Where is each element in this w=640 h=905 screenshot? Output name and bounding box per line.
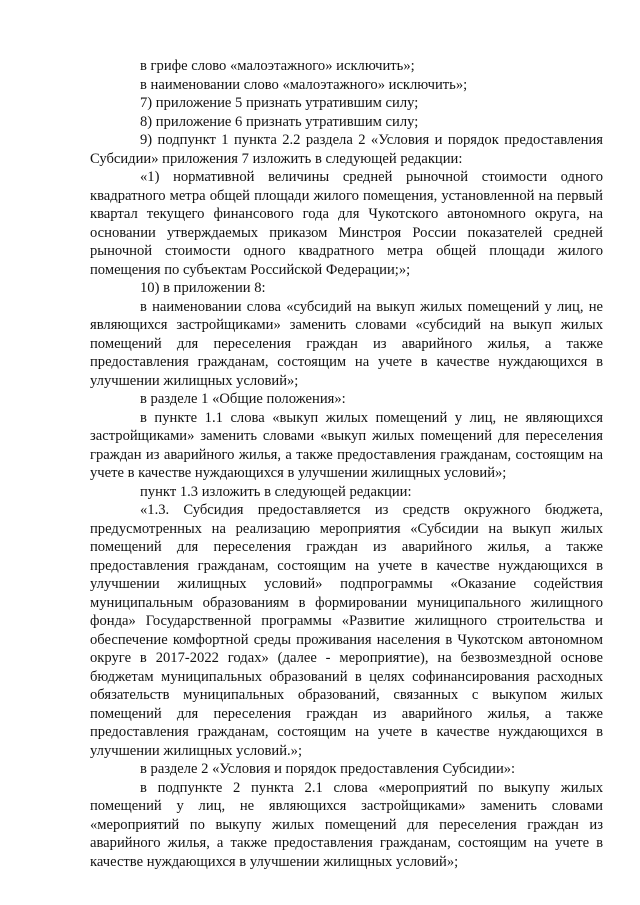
- paragraph-point-1-1: в пункте 1.1 слова «выкуп жилых помещений у лиц, не являющихся застройщиками» заменить словами «выкуп жилых помещений для переселения граждан из аварийного жилья, а также предоставления гражданам, состоящим на учете в качестве нуждающихся в улучшении жилищных условий»;: [90, 409, 603, 481]
- paragraph-section-1: в разделе 1 «Общие положения»:: [140, 391, 346, 407]
- paragraph-item-8: 8) приложение 6 признать утратившим силу;: [140, 113, 419, 130]
- paragraph-item-7: 7) приложение 5 признать утратившим силу;: [140, 95, 419, 111]
- paragraph-naimenovanie: в наименовании слово «малоэтажного» исключить»;: [140, 76, 468, 93]
- paragraph-section-2: в разделе 2 «Условия и порядок предоставления Субсидии»:: [140, 761, 516, 777]
- paragraph-item-9: 9) подпункт 1 пункта 2.2 раздела 2 «Условия и порядок предоставления Субсидии» приложения 7 изложить в следующей редакции:: [90, 132, 603, 167]
- paragraph-quote-normative: «1) нормативной величины средней рыночной стоимости одного квадратного метра общей площади жилого помещения, установленной на первый квартал текущего финансового года для Чукотского автономного округа, на основании утверждаемых приказом Минстроя России показателей средней рыночной стоимости одного квадратного метра общей площади жилого помещения по субъектам Российской Федерации;»;: [90, 169, 603, 278]
- paragraph-grif: в грифе слово «малоэтажного» исключить»;: [140, 58, 415, 74]
- paragraph-naimenovanie-subsidii: в наименовании слова «субсидий на выкуп жилых помещений у лиц, не являющихся застройщиками» заменить словами «субсидий на выкуп жилых помещений для переселения граждан из аварийного жилья, а также предоставления гражданам, состоящим на учете в качестве нуждающихся в улучшении жилищных условий»;: [90, 298, 603, 389]
- paragraph-item-10: 10) в приложении 8:: [140, 280, 266, 296]
- document-body: [90, 57, 603, 871]
- paragraph-point-1-3-text: «1.3. Субсидия предоставляется из средств окружного бюджета, предусмотренных на реализацию мероприятия «Субсидии на выкуп жилых помещений для переселения граждан из аварийного жилья, а также предоставления гражданам, состоящим на учете в качестве нуждающихся в улучшении жилищных условий» подпрограммы «Оказание содействия муниципальным образованиям в формировании муниципального жилищного фонда» Государственной программы «Развитие жилищного строительства и обеспечение комфортной среды проживания населения в Чукотском автономном округе в 2017-2022 годах» (далее - мероприятие), на безвозмездной основе бюджетам муниципальных образований в целях софинансирования расходных обязательств муниципальных образований, связанных с выкупом жилых помещений для переселения граждан из аварийного жилья, а также предоставления гражданам, состоящим на учете в качестве нуждающихся в улучшении жилищных условий.»;: [90, 502, 603, 759]
- paragraph-point-1-3-intro: пункт 1.3 изложить в следующей редакции:: [140, 483, 412, 500]
- paragraph-subpoint-2-2-1: в подпункте 2 пункта 2.1 слова «мероприятий по выкупу жилых помещений у лиц, не являющихся застройщиками» заменить словами «мероприятий по выкупу жилых помещений для переселения граждан из аварийного жилья, а также предоставления гражданам, состоящим на учете в качестве нуждающихся в улучшении жилищных условий»;: [90, 779, 603, 870]
